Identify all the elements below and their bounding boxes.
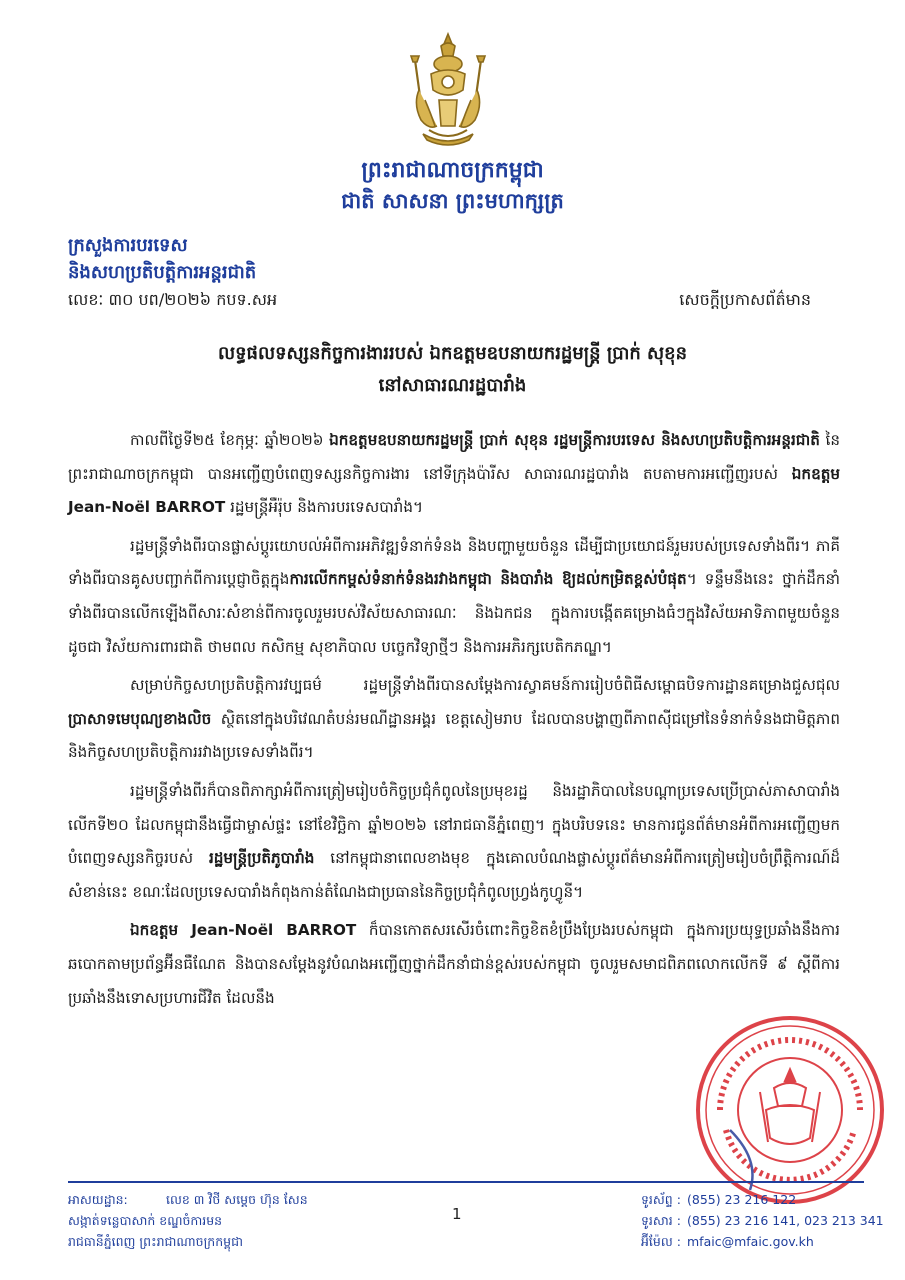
phone-number: (855) 23 216 122 <box>687 1192 797 1207</box>
royal-emblem-icon <box>395 30 501 148</box>
p1-text-c: នៃព្រះរាជាណាចក្រកម្ពុជា បានអញ្ជើញបំពេញទស្សនកិច្ចការងារ នៅទីក្រុងប៉ារីស សាធារណរដ្ឋបារាំង តបតាមការអញ្ជើញរបស់ <box>68 431 840 483</box>
paragraph-5 <box>68 914 840 1015</box>
p2-text-c: ។ ទន្ទឹមនឹងនេះ ថ្នាក់ដឹកនាំទាំងពីរបានលើកឡើងពីសារៈសំខាន់ពីការចូលរួមរបស់វិស័យសាធារណៈ និងឯកជន ក្នុងការបង្កើតគម្រោងធំៗក្នុងវិស័យអាទិភាពមួយចំនួន ដូចជា វិស័យការពារជាតិ ថាមពល កសិកម្ម សុខាភិបាល បច្ចេកវិទ្យាថ្មីៗ និងការអភិរក្សបេតិកភណ្ឌ។ <box>68 570 840 656</box>
p4-text-d: នៅកម្ពុជានាពេលខាងមុខ ក្នុងគោលបំណងផ្លាស់ប្តូរព័ត៌មានអំពីការត្រៀមរៀបចំព្រឹត្តិការណ៍ដ៏សំខាន់នេះ ខណៈដែលប្រទេសបារាំងកំពុងកាន់តំណែងជាប្រធាននៃកិច្ចប្រជុំកំពូលហ្វ្រង់កូហ្វូនី។ <box>68 849 840 901</box>
p1-text-a: កាលពីថ្ងៃទី២៥ ខែកុម្ភៈ ឆ្នាំ២០២៦ <box>130 431 330 449</box>
p1-text-e: រដ្ឋមន្ត្រីអឺរ៉ុប និងការបរទេសបារាំង។ <box>225 498 423 517</box>
body-text <box>68 424 840 1020</box>
email-address: mfaic@mfaic.gov.kh <box>687 1234 814 1249</box>
email-label: អ៊ីម៉ែល : <box>641 1234 681 1249</box>
paragraph-4 <box>68 775 840 909</box>
p3-text-a: សម្រាប់កិច្ចសហប្រតិបត្តិការវប្បធម៌ រដ្ឋមន្ត្រីទាំងពីរបានសម្តែងការស្វាគមន៍ការរៀបចំពិធីសម្ពោធបិទការដ្ឋានគម្រោងជួសជុល <box>130 676 840 695</box>
p3-text-c: ស្ថិតនៅក្នុងបរិវេណតំបន់រមណីដ្ឋានអង្គរ ខេត្តសៀមរាប ដែលបានបង្ហាញពីភាពស៊ីជម្រៅនៃទំនាក់ទំនងជាមិត្តភាព និងកិច្ចសហប្រតិបត្តិការរវាងប្រទេសទាំងពីរ។ <box>68 709 840 762</box>
national-motto: ជាតិ សាសនា ព្រះមហាក្សត្រ <box>341 189 564 213</box>
p1-text-d: ឯកឧត្តម Jean-Noël BARROT <box>68 464 840 517</box>
kingdom-name: ព្រះរាជាណាចក្រកម្ពុជា <box>361 158 544 183</box>
p5-text-b: ក៏បានកោតសរសើរចំពោះកិច្ចខិតខំប្រឹងប្រែងរបស់កម្ពុជា ក្នុងការប្រយុទ្ធប្រឆាំងនឹងការឆបោកតាមប្រព័ន្ធអ៊ីនធឺណែត និងបានសម្តែងនូវបំណងអញ្ជើញថ្នាក់ដឹកនាំជាន់ខ្ពស់របស់កម្ពុជា ចូលរួមសមាជពិភពលោកលើកទី ៩ ស្តីពីការប្រឆាំងនឹងទោសប្រហារជីវិត ដែលនឹង <box>68 921 841 1007</box>
address-line2: សង្កាត់ទន្លេបាសាក់ ខណ្ឌចំការមន <box>68 1213 223 1228</box>
paragraph-2 <box>68 530 840 664</box>
p3-text-b: ប្រាសាទមេបុណ្យខាងលិច <box>68 709 212 728</box>
p1-text-b: ឯកឧត្តមឧបនាយករដ្ឋមន្ត្រី ប្រាក់ សុខុន រដ្ឋមន្ត្រីការបរទេស និងសហប្រតិបត្តិការអន្តរជាតិ <box>329 431 820 449</box>
p4-text-c: រដ្ឋមន្ត្រីប្រតិភូបារាំង <box>208 849 315 868</box>
fax-number: (855) 23 216 141, 023 213 341 <box>687 1213 884 1228</box>
reference-number: លេខៈ ៣០ បព/២០២៦ កបទ.សអ <box>68 290 278 309</box>
footer-address <box>68 1189 308 1252</box>
page-number: 1 <box>452 1205 462 1223</box>
address-line1: លេខ ៣ វិថី សម្តេច ហ៊ុន សែន <box>166 1192 308 1207</box>
official-seal-icon <box>690 1010 890 1210</box>
p4-text-a: រដ្ឋមន្ត្រីទាំងពីរក៏បានពិភាក្សាអំពីការត្រៀមរៀបចំកិច្ចប្រជុំកំពូលនៃប្រមុខរដ្ឋ និងរដ្ឋាភិបាលនៃបណ្តាប្រទេសប្រើប្រាស់ភាសាបារាំង លើកទី២០ <box>68 781 840 834</box>
paragraph-3 <box>68 669 840 770</box>
ministry-name-line2: និងសហប្រតិបត្តិការអន្តរជាតិ <box>68 262 257 283</box>
ministry-name-line1: ក្រសួងការបរទេស <box>68 235 188 256</box>
p2-text-a: រដ្ឋមន្ត្រីទាំងពីរបានផ្លាស់ប្តូរយោបល់អំពីការអភិវឌ្ឍទំនាក់ទំនង និងបញ្ហាមួយចំនួន ដើម្បីជាប្រយោជន៍រួមរបស់ប្រទេសទាំងពីរ។ ភាគីទាំងពីរបានគូសបញ្ជាក់ពីការប្តេជ្ញាចិត្តក្នុង <box>68 536 840 589</box>
footer-divider <box>68 1181 864 1183</box>
document-title-line2: នៅសាធារណរដ្ឋបារាំង <box>378 375 527 396</box>
press-release-label: សេចក្តីប្រកាសព័ត៌មាន <box>679 290 811 309</box>
document-title-line1: លទ្ធផលទស្សនកិច្ចការងាររបស់ ឯកឧត្តមឧបនាយករដ្ឋមន្ត្រី ប្រាក់ សុខុន <box>217 343 688 364</box>
footer-contacts <box>641 1189 884 1252</box>
address-line3: រាជធានីភ្នំពេញ ព្រះរាជាណាចក្រកម្ពុជា <box>68 1234 243 1249</box>
fax-label: ទូរសារ : <box>641 1213 681 1228</box>
phone-label: ទូរស័ព្ទ : <box>641 1192 681 1207</box>
paragraph-1 <box>68 424 840 525</box>
p5-text-a: ឯកឧត្តម Jean-Noël BARROT <box>130 921 357 940</box>
p4-text-b: ដែលកម្ពុជានឹងធ្វើជាម្ចាស់ផ្ទះ នៅខែវិច្ឆិកា ឆ្នាំ២០២៦ នៅរាជធានីភ្នំពេញ។ ក្នុងបរិបទនេះ មានការជូនព័ត៌មានអំពីការអញ្ជើញមកបំពេញទស្សនកិច្ចរបស់ <box>68 815 840 868</box>
p2-text-b: ការលើកកម្ពស់ទំនាក់ទំនងរវាងកម្ពុជា និងបារាំង ឱ្យដល់កម្រិតខ្ពស់បំផុត <box>289 570 687 589</box>
address-label: អាសយដ្ឋាន: <box>68 1192 128 1207</box>
